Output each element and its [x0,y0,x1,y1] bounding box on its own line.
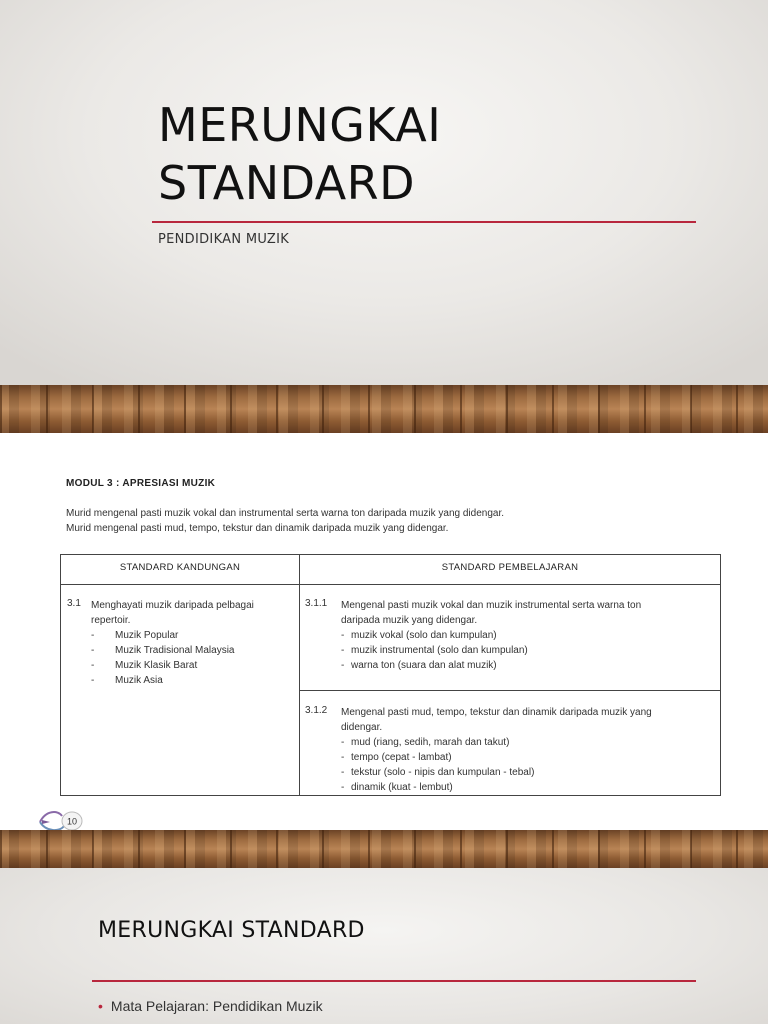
list-item: - muzik instrumental (solo dan kumpulan) [341,645,528,656]
pembelajaran-b-line-2: didengar. [341,722,383,733]
intro-line-1: Murid mengenal pasti muzik vokal dan instrumental serta warna ton daripada muzik yang didengar. [66,508,505,519]
slide-title [158,96,441,212]
table-column-divider [299,555,300,795]
pembelajaran-a-number: 3.1.1 [305,598,328,609]
intro-line-2: Murid mengenal pasti mud, tempo, tekstur dan dinamik daripada muzik yang didengar. [66,523,449,534]
wood-floor-strip-2 [0,830,768,868]
wood-floor-strip [0,385,768,433]
list-item: - tempo (cepat - lambat) [341,752,452,763]
pembelajaran-a-line-1: Mengenal pasti muzik vokal dan muzik instrumental serta warna ton [341,600,642,611]
slide-3-divider [92,980,696,982]
kandungan-number: 3.1 [67,598,81,609]
kandungan-text [91,598,254,628]
list-item: - warna ton (suara dan alat muzik) [341,660,497,671]
pembelajaran-b-line-1: Mengenal pasti mud, tempo, tekstur dan dinamik daripada muzik yang [341,707,652,718]
table-row-divider [300,690,720,691]
header-standard-kandungan: STANDARD KANDUNGAN [119,562,241,573]
kandungan-line-2: repertoir. [91,615,131,626]
list-item: - muzik vokal (solo dan kumpulan) [341,630,497,641]
slide-title-line-2: STANDARD [158,156,416,210]
list-item: - dinamik (kuat - lembut) [341,782,453,793]
standards-table [60,554,721,796]
pembelajaran-a-text [341,598,641,673]
slide-3-bullet-text: Mata Pelajaran: Pendidikan Muzik [110,998,323,1014]
list-item: - Muzik Tradisional Malaysia [91,645,235,656]
page-number: 10 [66,816,78,827]
list-item: - tekstur (solo - nipis dan kumpulan - tebal) [341,767,535,778]
list-item: - Muzik Klasik Barat [91,660,198,671]
slide-subtitle: PENDIDIKAN MUZIK [158,232,290,247]
kandungan-line-1: Menghayati muzik daripada pelbagai [91,600,254,611]
document-page [0,433,768,830]
pembelajaran-b-text [341,705,652,795]
header-standard-pembelajaran: STANDARD PEMBELAJARAN [441,562,579,573]
list-item: - mud (riang, sedih, marah dan takut) [341,737,510,748]
slide-3-title: MERUNGKAI STANDARD [98,918,365,943]
module-title: MODUL 3 : APRESIASI MUZIK [66,478,216,489]
slide-title-line-1: MERUNGKAI [158,98,442,152]
list-item: - Muzik Popular [91,630,179,641]
title-slide [0,0,768,385]
pembelajaran-a-line-2: daripada muzik yang didengar. [341,615,478,626]
slide-3-bullet [98,998,323,1014]
table-header-divider [61,584,720,585]
bullet-dot-icon: • [98,998,103,1014]
kandungan-list [91,628,235,688]
title-divider [152,221,696,223]
pembelajaran-b-number: 3.1.2 [305,705,328,716]
list-item: - Muzik Asia [91,675,163,686]
